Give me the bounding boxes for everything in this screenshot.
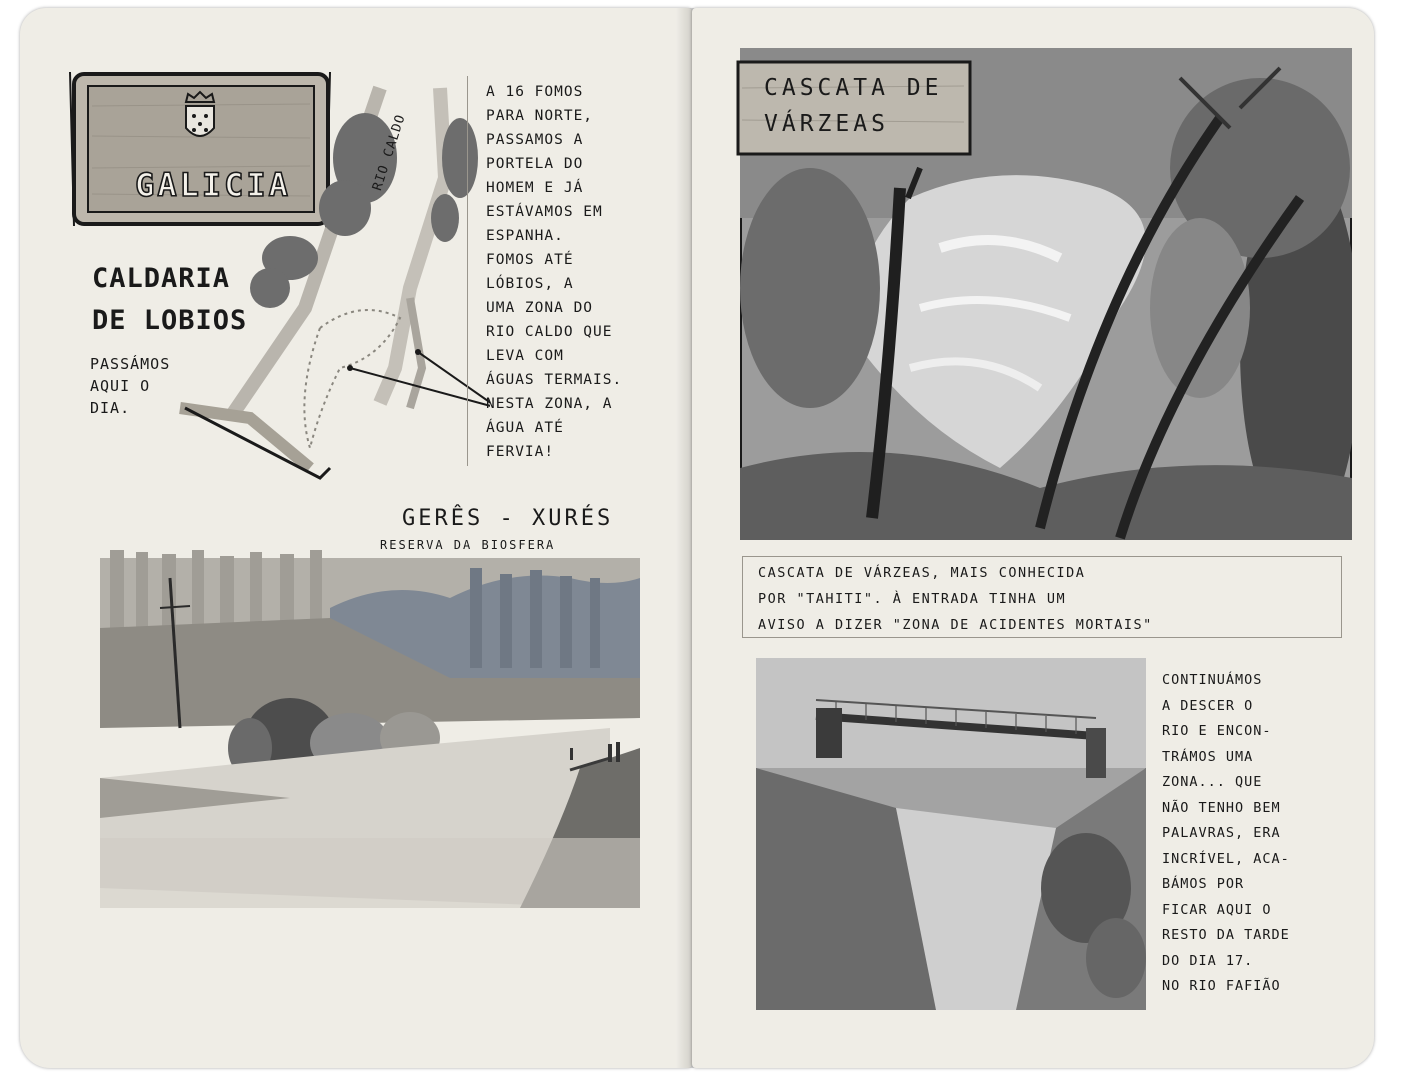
journal-rule — [467, 76, 468, 466]
rio-caldo-label: RIO CALDO — [370, 112, 409, 193]
side-text: CONTINUÁMOS A DESCER O RIO E ENCON- TRÁMOS UMA ZONA... QUE NÃO TENHO BEM PALAVRAS, ERA INCRÍVEL, ACA- BÁMOS POR FICAR AQUI O RESTO DA TARDE DO DIA 17. NO RIO FAFIÃO — [1162, 672, 1290, 994]
landscape-drawing — [90, 548, 650, 928]
journal-text: A 16 FOMOS PARA NORTE, PASSAMOS A PORTELA DO HOMEM E JÁ ESTÁVAMOS EM ESPANHA. FOMOS ATÉ LÓBIOS, A UMA ZONA DO RIO CALDO QUE LEVA COM ÁGUAS TERMAIS. NESTA ZONA, A ÁGUA ATÉ FERVIA! — [486, 84, 623, 460]
place-note: PASSÁMOS AQUI O DIA. — [90, 355, 171, 417]
reserve-subtitle: RESERVA DA BIOSFERA — [380, 538, 556, 552]
cascata-sign — [734, 58, 974, 158]
bridge-drawing — [756, 658, 1146, 1010]
waterfall-caption: CASCATA DE VÁRZEAS, MAIS CONHECIDA POR "TAHITI". À ENTRADA TINHA UM AVISO A DIZER "ZONA DE ACIDENTES MORTAIS" — [758, 565, 1153, 633]
left-page — [20, 8, 692, 1068]
place-title: CALDARIA DE LOBIOS — [92, 263, 248, 336]
galicia-sign-text: GALICIA — [135, 166, 291, 204]
reserve-title: GERÊS - XURÉS — [402, 506, 614, 531]
cascata-sign-text: CASCATA DE VÁRZEAS — [764, 75, 943, 137]
right-page — [692, 8, 1374, 1068]
